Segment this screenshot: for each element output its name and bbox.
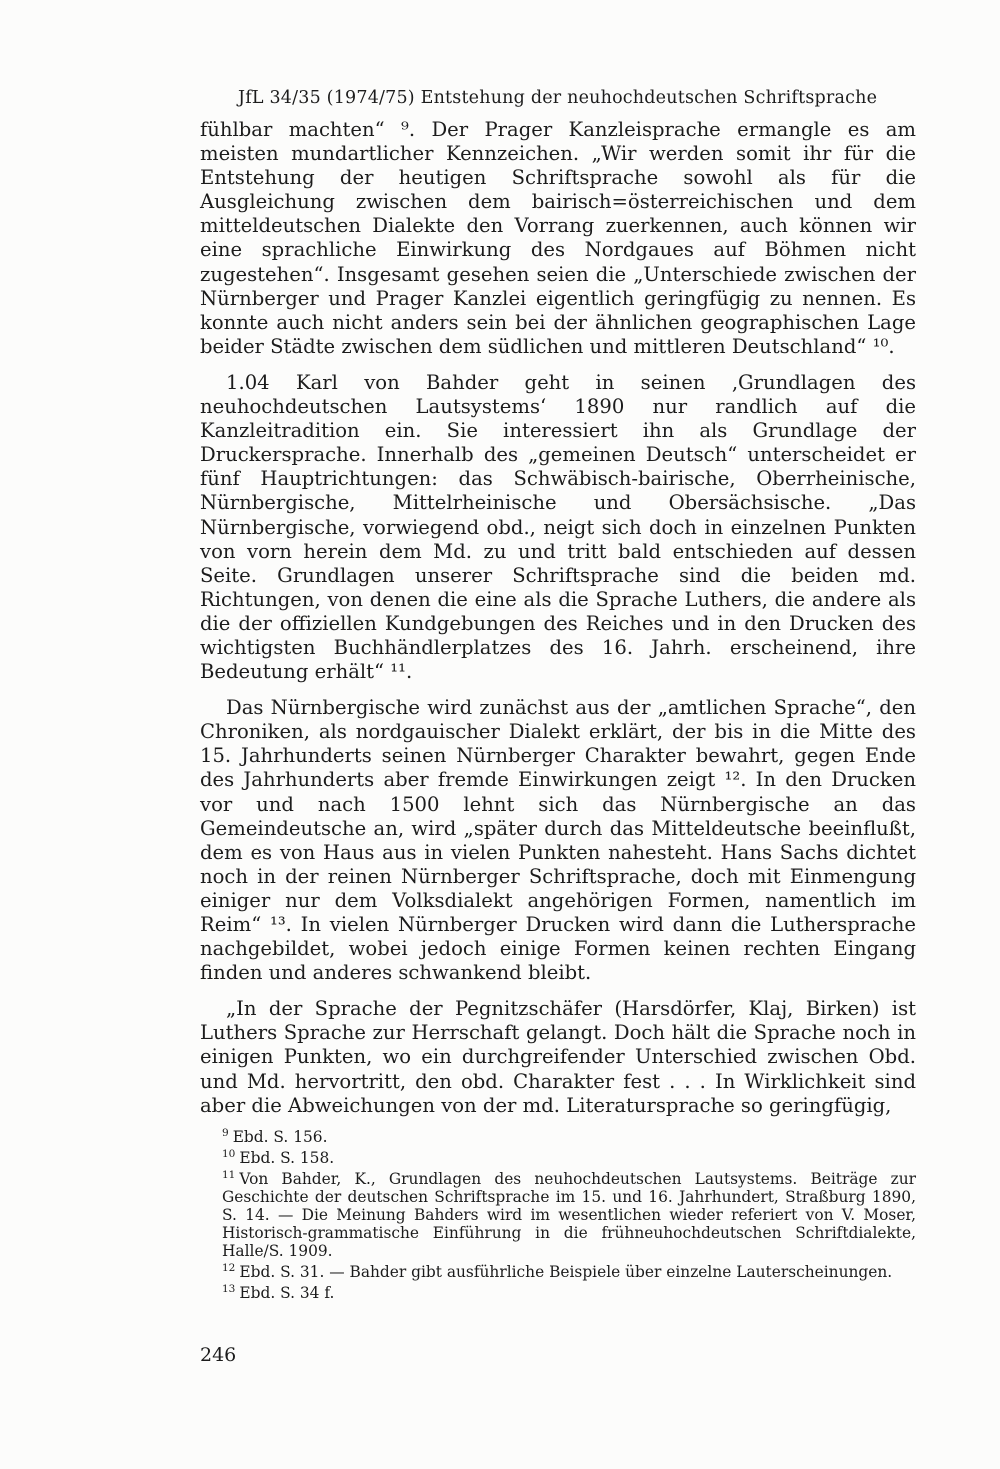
footnote-text: Ebd. S. 34 f. xyxy=(239,1284,335,1302)
footnote-text: Ebd. S. 31. — Bahder gibt ausführliche Beispiele über einzelne Lauterscheinungen. xyxy=(239,1263,893,1281)
page-content xyxy=(200,88,916,1130)
footnote-13: 13 Ebd. S. 34 f. xyxy=(222,1282,335,1302)
paragraph-1: fühlbar machten“ ⁹. Der Prager Kanzleisprache ermangle es am meisten mundartlicher Kennzeichen. „Wir werden somit ihr für die Entstehung der heutigen Schriftsprache sowohl als für die Ausgleichung zwischen dem bairisch=österreichischen und dem mitteldeutschen Dialekte den Vorrang zuerkennen, auch können wir eine sprachliche Einwirkung des Nordgaues auf Böhmen nicht zugestehen“. Insgesamt gesehen seien die „Unterschiede zwischen der Nürnberger und Prager Kanzlei eigentlich geringfügig zu nennen. Es konnte auch nicht anders sein bei der ähnlichen geographischen Lage beider Städte zwischen dem südlichen und mittleren Deutschland“ ¹⁰. xyxy=(200,118,916,358)
footnote-11: 11 Von Bahder, K., Grundlagen des neuhochdeutschen Lautsystems. Beiträge zur Geschichte der deutschen Schriftsprache im 15. und 16. Jahrhundert, Straßburg 1890, S. 14. — Die Meinung Bahders wird im wesentlichen wieder referiert von V. Moser, Historisch-grammatische Einführung in die frühneuhochdeutschen Schriftdialekte, Halle/S. 1909. xyxy=(222,1168,916,1260)
footnote-10: 10 Ebd. S. 158. xyxy=(222,1147,335,1167)
footnote-text: Von Bahder, K., Grundlagen des neuhochdeutschen Lautsystems. Beiträge zur Geschichte der deutschen Schriftsprache im 15. und 16. Jahrhundert, Straßburg 1890, S. 14. — Die Meinung Bahders wird im wesentlichen wieder referiert von V. Moser, Historisch-grammatische Einführung in die frühneuhochdeutschen Schriftdialekte, Halle/S. 1909. xyxy=(222,1170,916,1260)
paragraph-2: 1.04 Karl von Bahder geht in seinen ‚Grundlagen des neuhochdeutschen Lautsystems‘ 1890 nur randlich auf die Kanzleitradition ein. Sie interessiert ihn als Grundlage der Druckersprache. Innerhalb des „gemeinen Deutsch“ unterscheidet er fünf Hauptrichtungen: das Schwäbisch-bairische, Oberrheinische, Nürnbergische, Mittelrheinische und Obersächsische. „Das Nürnbergische, vorwiegend obd., neigt sich doch in einzelnen Punkten von vorn herein dem Md. zu und tritt bald entschieden auf dessen Seite. Grundlagen unserer Schriftsprache sind die beiden md. Richtungen, von denen die eine als die Sprache Luthers, die andere als die der offiziellen Kundgebungen des Reiches und in den Drucken des wichtigsten Buchhändlerplatzes des 16. Jahrh. erscheinend, ihre Bedeutung erhält“ ¹¹. xyxy=(200,370,916,684)
running-head: JfL 34/35 (1974/75) Entstehung der neuhochdeutschen Schriftsprache xyxy=(238,88,878,108)
paragraph-3: Das Nürnbergische wird zunächst aus der „amtlichen Sprache“, den Chroniken, als nordgauischer Dialekt erklärt, der bis in die Mitte des 15. Jahrhunderts seinen Nürnberger Charakter bewahrt, gegen Ende des Jahrhunderts aber fremde Einwirkungen zeigt ¹². In den Drucken vor und nach 1500 lehnt sich das Nürnbergische an das Gemeindeutsche an, wird „später durch das Mitteldeutsche beeinflußt, dem es von Haus aus in vielen Punkten nahesteht. Hans Sachs dichtet noch in der reinen Nürnberger Schriftsprache, doch mit Einmengung einiger nur dem Volksdialekt angehörigen Formen, namentlich im Reim“ ¹³. In vielen Nürnberger Drucken wird dann die Luthersprache nachgebildet, wobei jedoch einige Formen keinen rechten Eingang finden und anderes schwankend bleibt. xyxy=(200,696,916,985)
paragraph-4: „In der Sprache der Pegnitzschäfer (Harsdörfer, Klaj, Birken) ist Luthers Sprache zur Herrschaft gelangt. Doch hält die Sprache noch in einigen Punkten, wo ein durchgreifender Unterschied zwischen Obd. und Md. hervortritt, den obd. Charakter fest . . . In Wirklichkeit sind aber die Abweichungen von der md. Literatursprache so geringfügig, xyxy=(200,997,916,1117)
footnote-text: Ebd. S. 158. xyxy=(239,1149,335,1167)
body-text xyxy=(200,118,916,1118)
footnote-12: 12 Ebd. S. 31. — Bahder gibt ausführliche Beispiele über einzelne Lauterscheinungen. xyxy=(222,1261,893,1281)
page-number: 246 xyxy=(200,1344,237,1366)
footnotes xyxy=(200,1128,916,1305)
footnote-text: Ebd. S. 156. xyxy=(232,1128,328,1146)
footnote-9: 9 Ebd. S. 156. xyxy=(222,1126,328,1146)
